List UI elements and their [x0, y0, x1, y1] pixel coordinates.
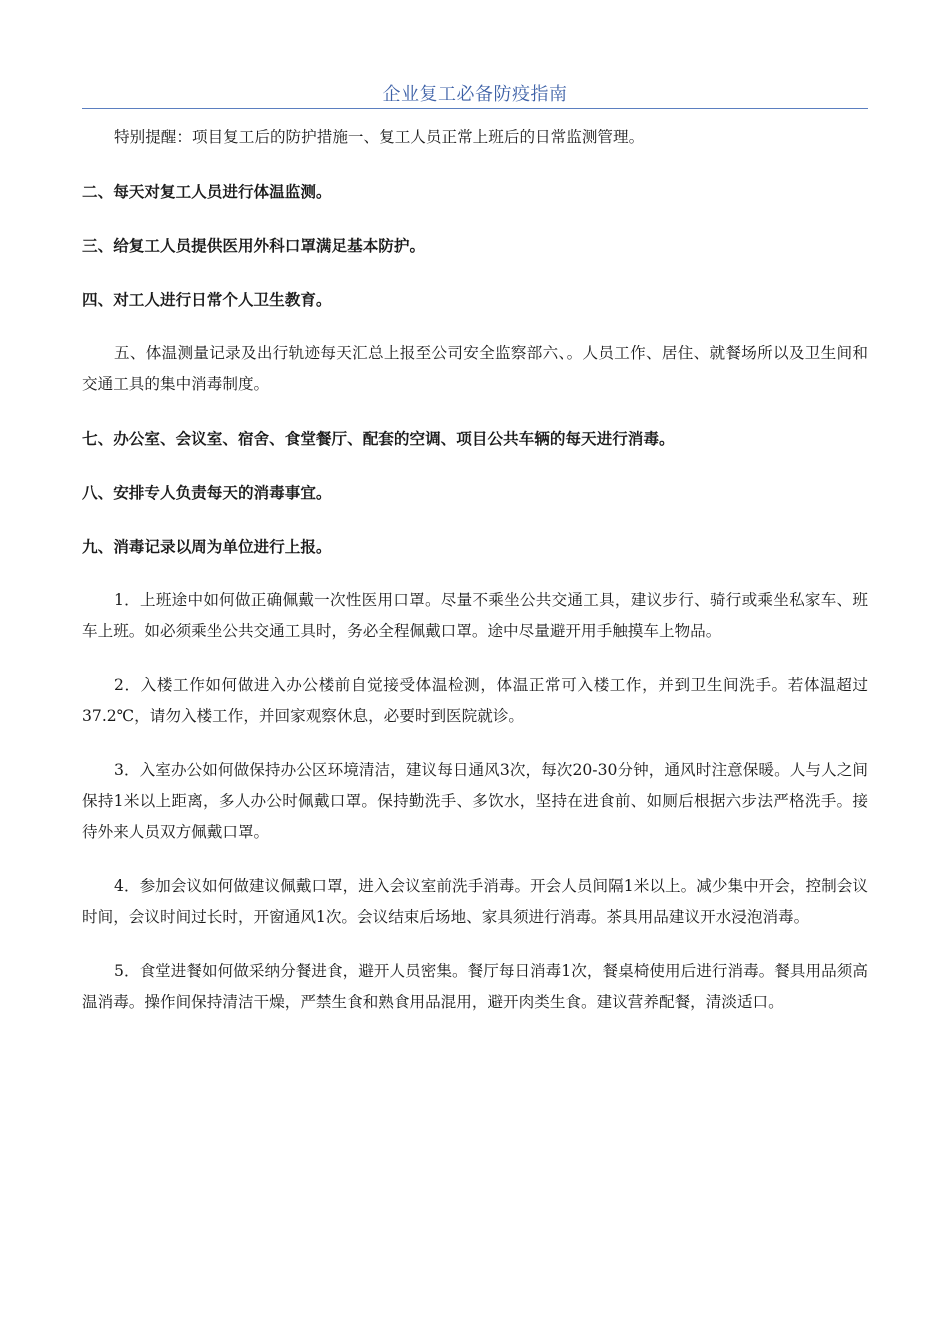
- paragraph-special-reminder: 特别提醒：项目复工后的防护措施一、复工人员正常上班后的日常监测管理。: [114, 128, 645, 146]
- page-header-title: 企业复工必备防疫指南: [382, 84, 568, 105]
- paragraph-meetings: 4．参加会议如何做建议佩戴口罩，进入会议室前洗手消毒。开会人员间隔1米以上。减少集中开会，控制会议时间，会议时间过长时，开窗通风1次。会议结束后场地、家具须进行消毒。茶具用品建议开水浸泡消毒。: [82, 877, 868, 926]
- header-divider: [82, 108, 868, 109]
- paragraph-item-8: 八、安排专人负责每天的消毒事宜。: [82, 483, 332, 502]
- document-page: [82, 0, 868, 1018]
- paragraph-item-9: 九、消毒记录以周为单位进行上报。: [82, 537, 332, 556]
- paragraph-item-5-6: 五、体温测量记录及出行轨迹每天汇总上报至公司安全监察部六、。人员工作、居住、就餐场所以及卫生间和交通工具的集中消毒制度。: [82, 344, 868, 393]
- paragraph-item-3: 三、给复工人员提供医用外科口罩满足基本防护。: [82, 236, 426, 255]
- paragraph-item-4: 四、对工人进行日常个人卫生教育。: [82, 290, 332, 309]
- paragraph-office-work: 3．入室办公如何做保持办公区环境清洁，建议每日通风3次，每次20-30分钟，通风时注意保暖。人与人之间保持1米以上距离，多人办公时佩戴口罩。保持勤洗手、多饮水，坚持在进食前、如厕后根据六步法严格洗手。接待外来人员双方佩戴口罩。: [82, 761, 868, 841]
- paragraph-enter-building: 2．入楼工作如何做进入办公楼前自觉接受体温检测，体温正常可入楼工作，并到卫生间洗手。若体温超过37.2℃，请勿入楼工作，并回家观察休息，必要时到医院就诊。: [82, 676, 868, 725]
- document-body: [82, 122, 868, 1018]
- paragraph-commute: 1．上班途中如何做正确佩戴一次性医用口罩。尽量不乘坐公共交通工具，建议步行、骑行或乘坐私家车、班车上班。如必须乘坐公共交通工具时，务必全程佩戴口罩。途中尽量避开用手触摸车上物品。: [82, 591, 868, 640]
- paragraph-canteen: 5．食堂进餐如何做采纳分餐进食，避开人员密集。餐厅每日消毒1次，餐桌椅使用后进行消毒。餐具用品须高温消毒。操作间保持清洁干燥，严禁生食和熟食用品混用，避开肉类生食。建议营养配餐，清淡适口。: [82, 962, 868, 1011]
- paragraph-item-2: 二、每天对复工人员进行体温监测。: [82, 182, 332, 201]
- paragraph-item-7: 七、办公室、会议室、宿舍、食堂餐厅、配套的空调、项目公共车辆的每天进行消毒。: [82, 429, 675, 448]
